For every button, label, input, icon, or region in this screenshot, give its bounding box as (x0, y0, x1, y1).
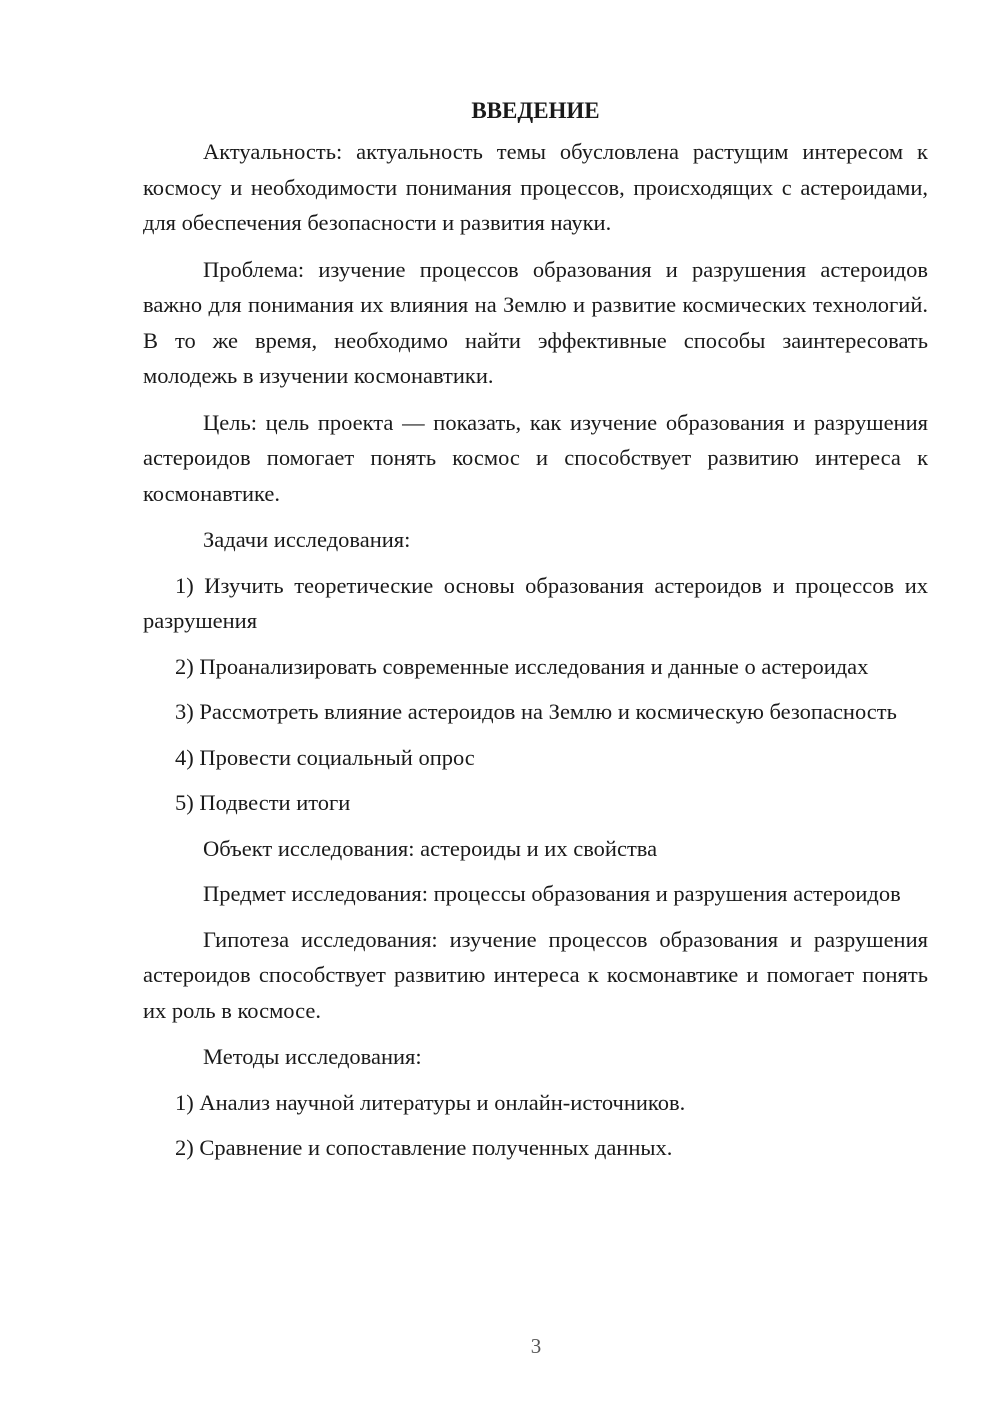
method-item-1: 1) Анализ научной литературы и онлайн-источников. (175, 1089, 686, 1115)
section-title: ВВЕДЕНИЕ (471, 98, 600, 123)
relevance-paragraph: Актуальность: актуальность темы обусловлена растущим интересом к космосу и необходимости понимания процессов, происходящих с астероидами, для обеспечения безопасности и развития науки. (143, 139, 928, 235)
object-paragraph: Объект исследования: астероиды и их свойства (203, 835, 658, 861)
task-item-4: 4) Провести социальный опрос (175, 744, 475, 770)
document-body (143, 96, 928, 1166)
task-item-3: 3) Рассмотреть влияние астероидов на Землю и космическую безопасность (175, 699, 897, 724)
methods-heading: Методы исследования: (203, 1044, 422, 1069)
task-item-1: 1) Изучить теоретические основы образования астероидов и процессов их разрушения (143, 572, 928, 633)
hypothesis-paragraph: Гипотеза исследования: изучение процессов образования и разрушения астероидов способствует развитию интереса к космонавтике и помогает понять их роль в космосе. (143, 926, 928, 1023)
goal-paragraph: Цель: цель проекта — показать, как изучение образования и разрушения астероидов помогает понять космос и способствует развитию интереса к космонавтике. (143, 409, 928, 506)
task-item-2: 2) Проанализировать современные исследования и данные о астероидах (175, 653, 869, 679)
subject-paragraph: Предмет исследования: процессы образования и разрушения астероидов (203, 881, 901, 906)
page-number: 3 (530, 1334, 542, 1358)
tasks-heading: Задачи исследования: (203, 527, 411, 552)
problem-paragraph: Проблема: изучение процессов образования и разрушения астероидов важно для понимания их влияния на Землю и развитие космических технологий. В то же время, необходимо найти эффективные способы заинтересовать молодежь в изучении космонавтики. (143, 256, 928, 388)
task-item-5: 5) Подвести итоги (175, 790, 351, 815)
method-item-2: 2) Сравнение и сопоставление полученных данных. (175, 1135, 673, 1160)
